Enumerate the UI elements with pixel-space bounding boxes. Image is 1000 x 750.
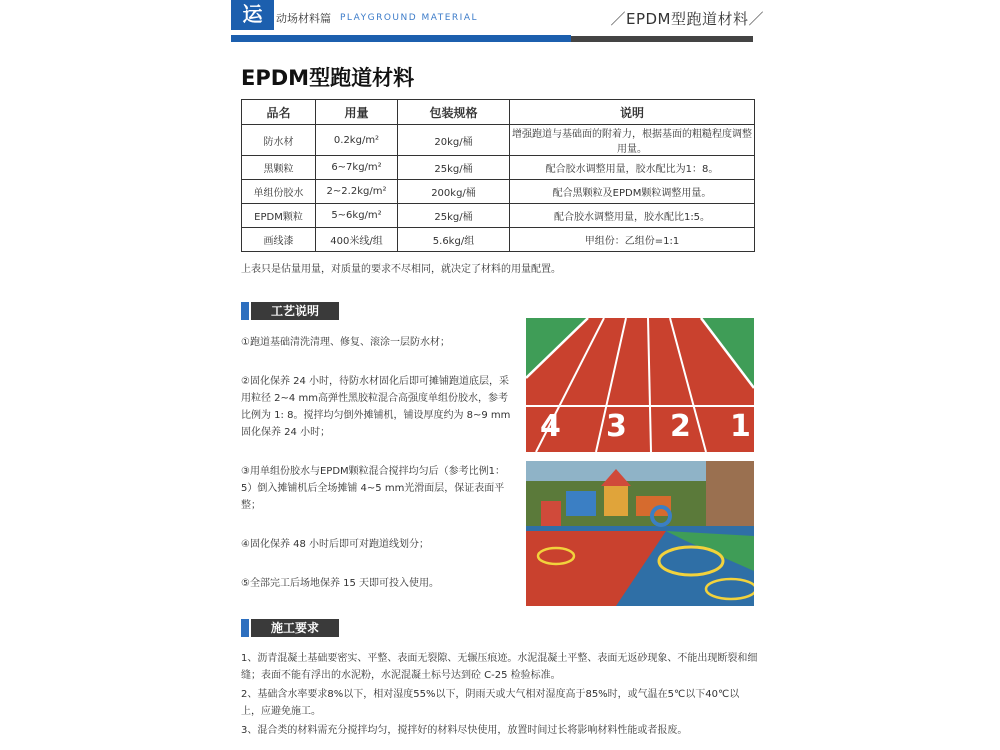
table-cell: 400米线/组: [316, 228, 398, 252]
table-cell: EPDM颗粒: [242, 204, 316, 228]
table-cell: 25kg/桶: [398, 156, 510, 180]
process-heading: [241, 302, 339, 320]
header-title: ／EPDM型跑道材料／: [610, 10, 764, 28]
heading-accent: [241, 619, 249, 637]
usage-note: 上表只是估量用量，对质量的要求不尽相同，就决定了材料的用量配置。: [241, 264, 561, 275]
lane-number: 4: [540, 409, 561, 444]
process-steps: [241, 334, 511, 614]
lane-number: 3: [606, 409, 627, 444]
process-step: ⑤全部完工后场地保养 15 天即可投入使用。: [241, 578, 440, 589]
track-photo: [526, 318, 754, 452]
table-row: [242, 180, 755, 204]
table-cell: 防水材: [242, 125, 316, 156]
requirement-item: 3、混合类的材料需充分搅拌均匀，搅拌好的材料尽快使用，放置时间过长将影响材料性能或者报废。: [241, 725, 688, 736]
table-cell: 200kg/桶: [398, 180, 510, 204]
table-cell: 5.6kg/组: [398, 228, 510, 252]
header-divider-blue: [231, 35, 571, 42]
process-heading-label: 工艺说明: [251, 302, 339, 320]
requirements-heading-label: 施工要求: [251, 619, 339, 637]
section-title-en: PLAYGROUND MATERIAL: [340, 13, 479, 23]
brand-logo: 运: [231, 0, 274, 30]
process-step: ②固化保养 24 小时，待防水材固化后即可摊铺跑道底层，采用粒径 2~4 mm高弹性黑胶粒混合高强度单组份胶水，参考比例为 1: 8。搅拌均匀倒外摊铺机，铺设厚度约为 8~9 mm固化保养 24 小时；: [241, 376, 511, 438]
table-cell: 6~7kg/m²: [316, 156, 398, 180]
header-divider: [231, 35, 768, 42]
table-cell: 黑颗粒: [242, 156, 316, 180]
page-title: EPDM型跑道材料: [241, 66, 415, 90]
table-header-cell: 说明: [510, 100, 755, 125]
table-cell: 配合胶水调整用量，胶水配比1:5。: [510, 204, 755, 228]
lane-number: 2: [670, 409, 691, 444]
table-header-cell: 用量: [316, 100, 398, 125]
table-header-cell: 包装规格: [398, 100, 510, 125]
table-cell: 甲组份：乙组份=1:1: [510, 228, 755, 252]
lane-number: 1: [730, 409, 751, 444]
table-cell: 配合黑颗粒及EPDM颗粒调整用量。: [510, 180, 755, 204]
requirements-list: [241, 650, 759, 741]
table-header-row: [242, 100, 755, 125]
table-cell: 增强跑道与基础面的附着力，根据基面的粗糙程度调整用量。: [510, 125, 755, 156]
table-cell: 20kg/桶: [398, 125, 510, 156]
table-row: [242, 228, 755, 252]
brochure-page: [231, 0, 768, 750]
table-cell: 单组份胶水: [242, 180, 316, 204]
header-divider-gray: [571, 36, 753, 42]
table-cell: 25kg/桶: [398, 204, 510, 228]
table-row: [242, 125, 755, 156]
section-title-cn: 动场材料篇: [276, 12, 331, 25]
process-step: ③用单组份胶水与EPDM颗粒混合搅拌均匀后（参考比例1：5）倒入摊铺机后全场摊铺 4~5 mm光滑面层，保证表面平整；: [241, 466, 506, 511]
requirements-heading: [241, 619, 339, 637]
materials-table: [241, 99, 755, 252]
table-cell: 0.2kg/m²: [316, 125, 398, 156]
process-step: ④固化保养 48 小时后即可对跑道线划分；: [241, 539, 430, 550]
table-cell: 配合胶水调整用量，胶水配比为1：8。: [510, 156, 755, 180]
table-cell: 2~2.2kg/m²: [316, 180, 398, 204]
requirement-item: 1、沥青混凝土基础要密实、平整、表面无裂隙、无辗压痕迹。水泥混凝土平整、表面无返砂现象、不能出现断裂和细缝；表面不能有浮出的水泥粉，水泥混凝土标号达到砼 C-25 检验标准。: [241, 653, 758, 681]
table-row: [242, 204, 755, 228]
requirement-item: 2、基础含水率要求8%以下，相对湿度55%以下，阴雨天或大气相对湿度高于85%时，或气温在5℃以下40℃以上，应避免施工。: [241, 689, 740, 717]
process-step: ①跑道基础清洗清理、修复、滚涂一层防水材；: [241, 337, 450, 348]
table-row: [242, 156, 755, 180]
heading-accent: [241, 302, 249, 320]
table-cell: 画线漆: [242, 228, 316, 252]
table-header-cell: 品名: [242, 100, 316, 125]
playground-photo: [526, 461, 754, 606]
table-cell: 5~6kg/m²: [316, 204, 398, 228]
